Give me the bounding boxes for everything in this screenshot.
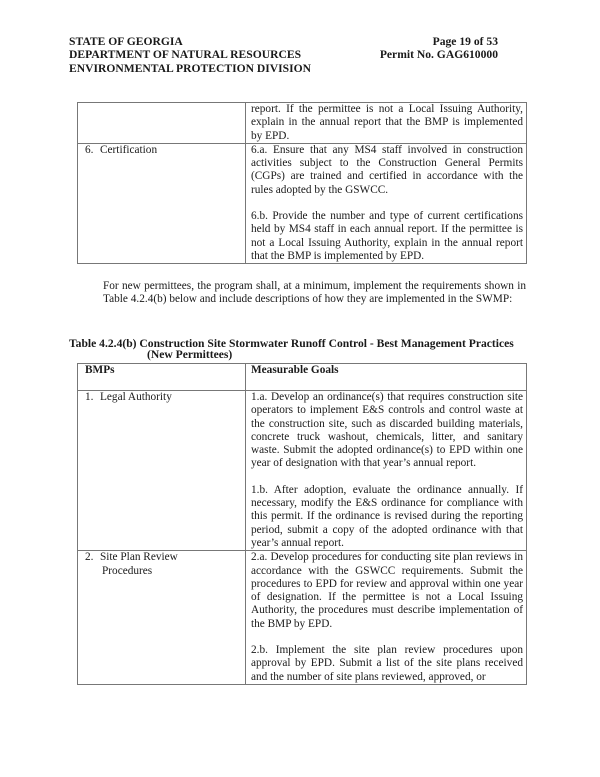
column-header-bmps: BMPs xyxy=(78,364,246,391)
agency-header xyxy=(69,35,311,75)
page-info xyxy=(375,35,498,62)
goal-text: 6.b. Provide the number and type of current certifications held by MS4 staff in each annual report. If the permittee is not a Local Issuing Authority, explain in the annual report that the BMP is implemented by EPD. xyxy=(251,210,523,262)
agency-line-department: DEPARTMENT OF NATURAL RESOURCES xyxy=(69,48,302,62)
bmp-number: 6. xyxy=(85,143,94,156)
goal-text: 1.a. Develop an ordinance(s) that requires construction site operators to implement E&S controls and control waste at the construction site, such as discarded building materials, concrete truck washout, chemicals, litter, and sanitary waste. Submit the adopted ordinance(s) to EPD within one year of designation with that year’s annual report. xyxy=(251,391,523,470)
agency-line-division: ENVIRONMENTAL PROTECTION DIVISION xyxy=(69,61,312,75)
goal-text: 2.a. Develop procedures for conducting site plan reviews in accordance with the GSWCC requirements. Submit the procedures to EPD for review and approval within one year of designation. If the permittee is not a Local Issuing Authority, the procedures must describe implementation of the BMP by EPD. xyxy=(251,551,523,630)
goals-cell xyxy=(246,143,527,263)
bmp-cell xyxy=(78,103,246,144)
goal-text: 2.b. Implement the site plan review procedures upon approval by EPD. Submit a list of the site plans received and the number of site plans reviewed, approved, or xyxy=(251,644,523,683)
goal-text: report. If the permittee is not a Local Issuing Authority, explain in the annual report that the BMP is implemented by EPD. xyxy=(251,103,523,142)
goal-text: 1.b. After adoption, evaluate the ordinance annually. If necessary, modify the E&S ordinance for compliance with this permit. If the ordinance is revised during the reporting period, submit a copy of the adopted ordinance with that year’s annual report. xyxy=(251,483,523,549)
goals-cell xyxy=(246,551,527,685)
bmp-cell xyxy=(78,551,246,685)
table-caption-title: Table 4.2.4(b) Construction Site Stormwater Runoff Control - Best Management Practices xyxy=(69,337,514,350)
permit-number: Permit No. GAG610000 xyxy=(379,48,498,62)
table-caption-subtitle: (New Permittees) xyxy=(147,348,233,362)
table-row xyxy=(78,551,527,685)
bmp-name-continued: Procedures xyxy=(102,564,153,577)
goals-cell xyxy=(246,103,527,144)
table-continued-bmps xyxy=(77,102,527,264)
goals-cell xyxy=(246,391,527,551)
bmp-name: Certification xyxy=(100,143,158,156)
bmp-cell xyxy=(78,143,246,263)
table-caption xyxy=(69,338,514,361)
agency-line-state: STATE OF GEORGIA xyxy=(69,35,183,48)
goal-text: 6.a. Ensure that any MS4 staff involved in construction activities subject to the Construction General Permits (CGPs) are trained and certified in accordance with the rules adopted by the GSWCC. xyxy=(251,143,523,196)
table-row xyxy=(78,103,527,144)
bmp-name: Legal Authority xyxy=(100,391,172,403)
table-row xyxy=(78,143,527,263)
bmp-cell xyxy=(78,391,246,551)
bmp-number: 1. xyxy=(85,391,94,403)
column-header-goals: Measurable Goals xyxy=(246,364,527,391)
intro-paragraph: For new permittees, the program shall, at a minimum, implement the requirements shown in Table 4.2.4(b) below and include descriptions of how they are implemented in the SWMP: xyxy=(103,280,526,306)
page-number: Page 19 of 53 xyxy=(432,35,498,48)
bmp-number: 2. xyxy=(85,551,94,564)
table-new-permittee-bmps xyxy=(77,363,527,685)
table-row xyxy=(78,391,527,551)
table-header-row xyxy=(78,364,527,391)
bmp-name: Site Plan Review xyxy=(100,551,178,564)
